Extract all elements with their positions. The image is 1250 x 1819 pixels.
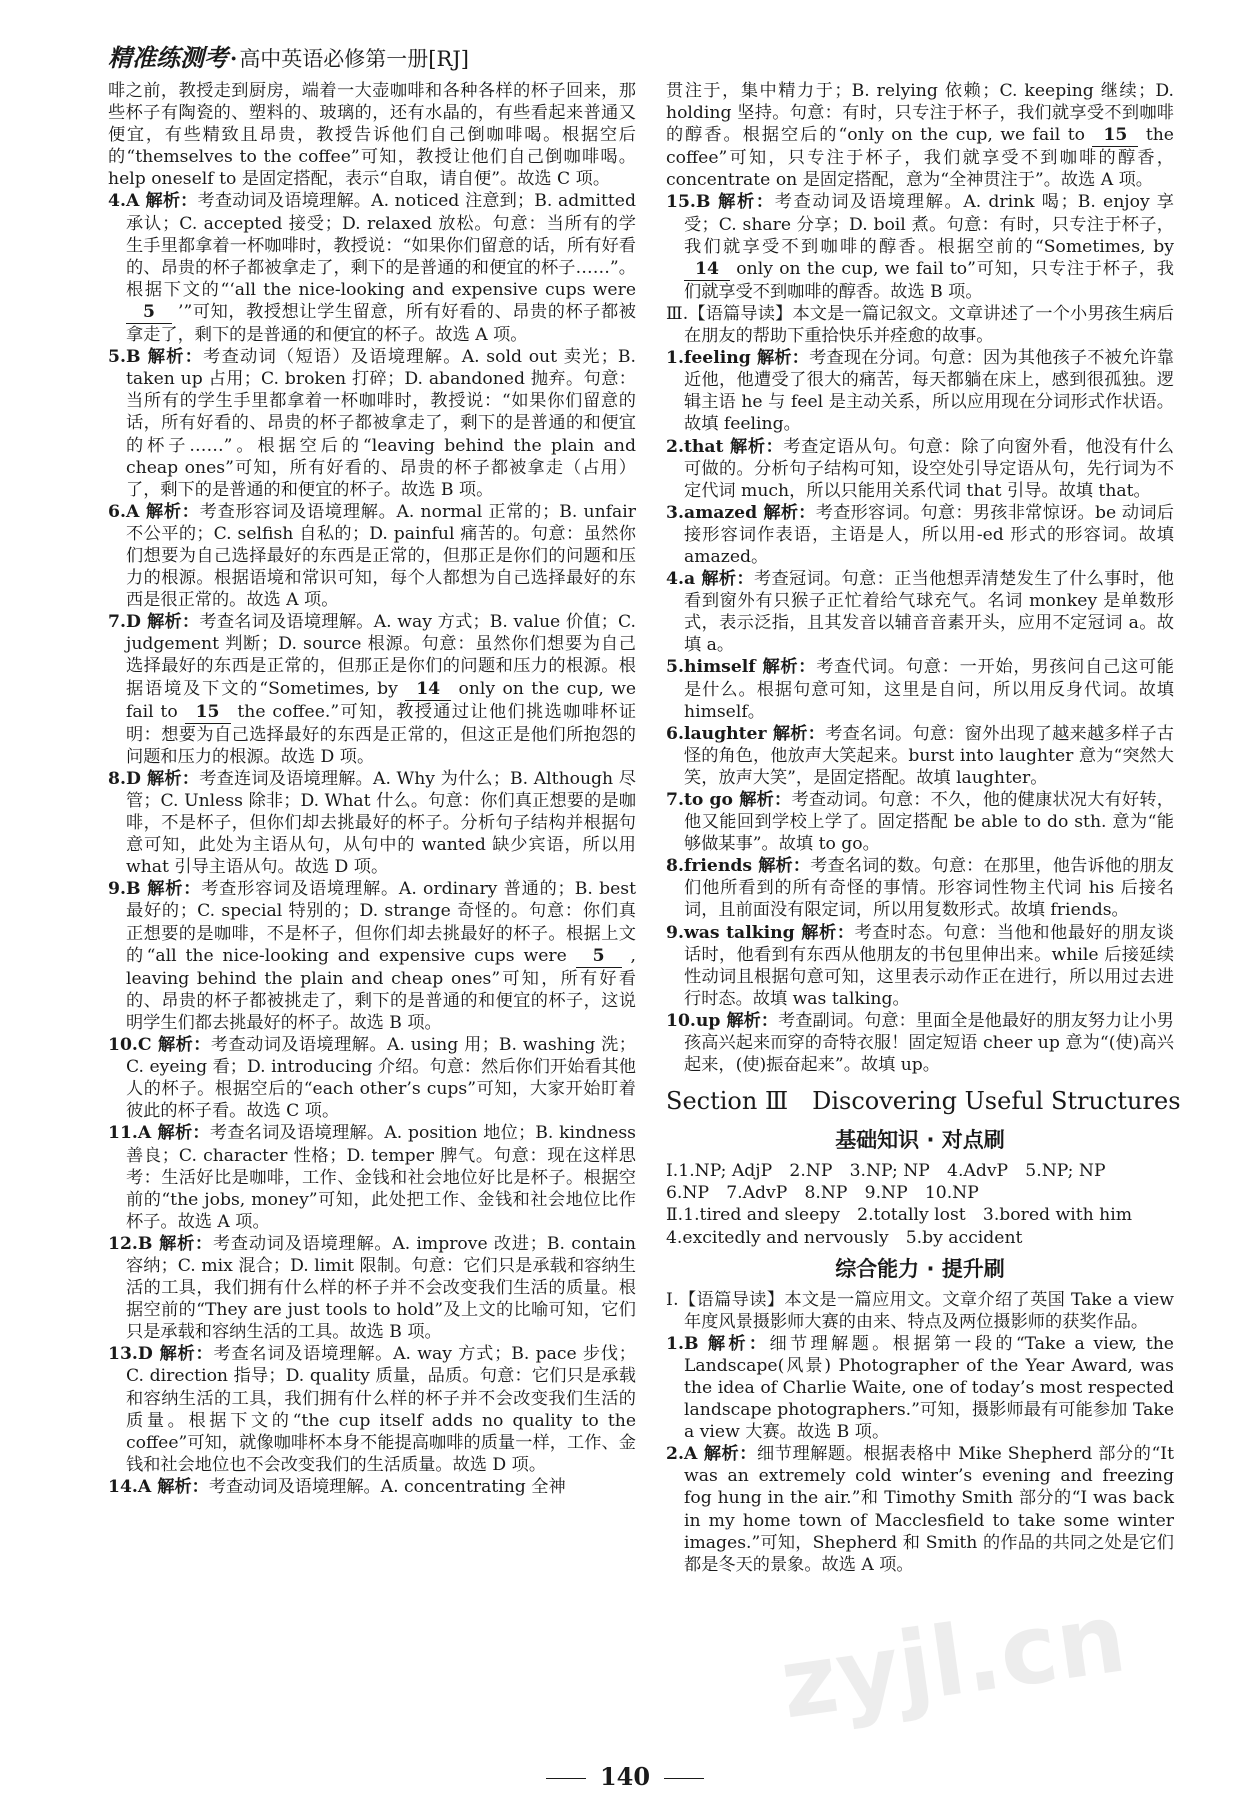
answer-item: [108, 190, 636, 346]
analysis-label: 解析：: [157, 1476, 209, 1497]
subsection-basic: 基础知识 · 对点刷: [835, 1128, 1005, 1153]
answer-item: [108, 346, 636, 501]
answer-row: Ⅱ.1.tired and sleepy 2.totally lost 3.bored with him: [666, 1205, 1132, 1226]
answer-key: 12.B: [108, 1233, 153, 1254]
analysis-text: 考查名词及语境理解。A. position 地位；B. kindness 善良；C. character 性格；D. temper 脾气。句意：现在这样思考：生活好比是咖啡，工作、金钱和社会地位好比是杯子。根据空前的“the jobs, money”可知，此处把工作、金钱和社会地位比作杯子。故选 A 项。: [126, 1123, 636, 1232]
analysis-label: 解析：: [703, 1444, 758, 1465]
analysis-label: 解析：: [758, 856, 811, 877]
answer-item: [666, 656, 1174, 722]
analysis-text: only on the cup, we fail to: [126, 678, 637, 722]
answer-item: [666, 191, 1174, 302]
answer-item: [666, 723, 1174, 789]
blank-ref: 5: [126, 301, 172, 324]
subsection-advanced: 综合能力 · 提升刷: [835, 1256, 1005, 1281]
continued-paragraph: 贯注于，集中精力于；B. relying 依赖；C. keeping 继续；D. holding 坚持。句意：有时，只专注于杯子，我们就享受不到咖啡的醇香。根据空后的“only on the cup, we fail to 15 the coffee”可知，只专注于杯子，我们就享受不到咖啡的醇香，concentrate on 是固定搭配，意为“全神贯注于”。故选 A 项。: [666, 81, 1174, 191]
answer-item: [108, 1122, 636, 1232]
analysis-text: , leaving behind the plain and cheap ones”可知，所有好看的、昂贵的杯子都被挑走了，剩下的是普通的和便宜的杯子，这说明学生们都去挑最好的杯子。故选 B 项。: [126, 945, 636, 1033]
blank-ref: 15: [185, 701, 231, 724]
analysis-label: 解析：: [157, 1123, 210, 1144]
answer-item: [666, 789, 1174, 855]
analysis-text: 考查动词及语境理解。A. using 用；B. washing 洗；C. eyeing 看；D. introducing 介绍。句意：然后你们开始看其他人的杯子。根据空后的“each other’s cups”可知，大家开始盯着彼此的杯子看。故选 C 项。: [126, 1035, 636, 1122]
analysis-text: 考查动词。句意：不久，他的健康状况大有好转，他又能回到学校上学了。固定搭配 be able to do sth. 意为“能够做某事”。故填 to go。: [684, 790, 1174, 855]
analysis-label: 解析：: [158, 1233, 213, 1254]
answer-key: 5.B: [108, 347, 141, 368]
analysis-text: 考查时态。句意：当他和他最好的朋友谈话时，他看到有东西从他朋友的书包里伸出来。while 后接延续性动词且根据句意可知，这里表示动作正在进行，所以用过去进行时态。故填 was talking。: [684, 922, 1174, 1009]
watermark: zyjl.cn: [773, 1581, 1133, 1741]
left-column: [108, 80, 636, 1498]
right-column: [666, 80, 1181, 1576]
answer-item: [666, 502, 1174, 568]
blank-ref: 14: [405, 678, 451, 701]
analysis-text: 考查形容词及语境理解。A. normal 正常的；B. unfair 不公平的；C. selfish 自私的；D. painful 痛苦的。句意：虽然你们想要为自己选择最好的东西是正常的，但那正是你们的问题和压力的根源。根据语境和常识可知，每个人都想为自己选择最好的东西是很正常的。故选 A 项。: [126, 501, 636, 611]
answer-key: 5.himself: [666, 657, 756, 678]
analysis-label: 解析：: [716, 192, 775, 213]
answer-key: 6.laughter: [666, 723, 767, 744]
answer-item: [108, 1034, 636, 1122]
answer-item: [666, 568, 1174, 656]
answer-item: [666, 1443, 1174, 1576]
analysis-text: 考查形容词及语境理解。A. ordinary 普通的；B. best 最好的；C. special 特别的；D. strange 奇怪的。句意：你们真正想要的是咖啡，不是杯子，但你们却去挑最好的杯子。根据上文的“all the nice-looking and expensive cups were: [126, 879, 636, 966]
section-title: Section Ⅲ Discovering Useful Structures: [666, 1087, 1181, 1116]
page-header: [108, 38, 1168, 78]
answer-key: 9.was talking: [666, 922, 795, 943]
analysis-text: only on the cup, we fail to”可知，只专注于杯子，我们就享受不到咖啡的醇香。故选 B 项。: [684, 258, 1174, 302]
answer-key: 15.B: [666, 192, 711, 213]
answer-key: 1.feeling: [666, 348, 751, 369]
answer-item: [666, 1333, 1174, 1443]
answer-item: [108, 1233, 636, 1343]
answer-key: 2.that: [666, 436, 724, 457]
answer-item: [666, 922, 1174, 1010]
answer-item: [666, 347, 1174, 435]
answer-item: [108, 1476, 636, 1498]
answer-item: [108, 611, 636, 768]
analysis-text: 考查连词及语境理解。A. Why 为什么；B. Although 尽管；C. Unless 除非；D. What 什么。句意：你们真正想要的是咖啡，不是杯子，但你们却去挑最好的杯子。分析句子结构并根据句意可知，此处为主语从句，从句中的 wanted 缺少宾语，所以用 what 引导主语从句。故选 D 项。: [126, 768, 636, 878]
analysis-label: 解析：: [729, 436, 784, 457]
final-intro: Ⅰ.【语篇导读】本文是一篇应用文。文章介绍了英国 Take a view 年度风景摄影师大赛的由来、特点及两位摄影师的获奖作品。: [666, 1289, 1174, 1332]
answer-key: 4.A: [108, 191, 140, 212]
analysis-label: 解析：: [146, 612, 200, 633]
analysis-text: 考查动词及语境理解。A. concentrating 全神: [208, 1476, 566, 1497]
answer-item: [666, 436, 1174, 502]
answer-item: [108, 878, 636, 1034]
analysis-label: 解析：: [146, 879, 202, 900]
answer-key: 7.D: [108, 612, 141, 633]
answer-item: [666, 1010, 1174, 1076]
answer-key: 8.friends: [666, 856, 753, 877]
analysis-text: 考查现在分词。句意：因为其他孩子不被允许靠近他，他遭受了很大的痛苦，每天都躺在床上，感到很孤独。逻辑主语 he 与 feel 是主动关系，所以应用现在分词形式作状语。故填 feeling。: [684, 348, 1174, 435]
analysis-label: 解析：: [739, 790, 792, 810]
answer-key: 3.amazed: [666, 502, 758, 523]
answer-key: 6.A: [108, 501, 140, 522]
analysis-text: 考查名词。句意：窗外出现了越来越多样子古怪的角色，他放声大笑起来。burst into laughter 意为“突然大笑，放声大笑”，是固定搭配。故填 laughter。: [684, 723, 1174, 788]
analysis-text: 考查代词。句意：一开始，男孩问自己这可能是什么。根据句意可知，这里是自问，所以用反身代词。故填 himself。: [684, 657, 1174, 722]
answer-item: [666, 855, 1174, 921]
blank-ref: 14: [684, 258, 730, 281]
analysis-text: 考查形容词。句意：男孩非常惊讶。be 动词后接形容词作表语，主语是人，所以用-ed 形式的形容词。故填 amazed。: [684, 502, 1174, 567]
analysis-text: 考查名词及语境理解。A. way 方式；B. value 价值；C. judgement 判断；D. source 根源。句意：虽然你们想要为自己选择最好的东西是正常的，但那正是你们的问题和压力的根源。根据语境及下文的“Sometimes, by: [126, 612, 636, 699]
book-title: 高中英语必修第一册[RJ]: [239, 47, 469, 71]
analysis-text: 考查副词。句意：里面全是他最好的朋友努力让小男孩高兴起来而穿的奇特衣服！固定短语 cheer up 意为“(使)高兴起来，(使)振奋起来”。故填 up。: [684, 1010, 1174, 1076]
answer-key: 8.D: [108, 768, 141, 789]
analysis-label: 解析：: [701, 569, 754, 590]
analysis-text: ’”可知，教授想让学生留意，所有好看的、昂贵的杯子都被拿走了，剩下的是普通的和便宜的杯子。故选 A 项。: [126, 301, 636, 346]
analysis-label: 解析：: [157, 1035, 211, 1056]
analysis-label: 解析：: [146, 768, 200, 789]
answer-item: [108, 1343, 636, 1476]
analysis-text: 考查名词的数。句意：在那里，他告诉他的朋友们他所看到的所有奇怪的事情。形容词性物主代词 his 后接名词，且前面没有限定词，所以用复数形式。故填 friends。: [684, 856, 1174, 921]
analysis-label: 解析：: [772, 723, 826, 744]
analysis-label: 解析：: [726, 1010, 779, 1031]
analysis-label: 解析：: [763, 502, 816, 523]
answer-item: [108, 501, 636, 611]
analysis-label: 解析：: [756, 348, 810, 369]
analysis-text: the coffee.”可知，教授通过让他们挑选咖啡杯证明：想要为自己选择最好的东西是正常的，但这正是他们所抱怨的问题和压力的根源。故选 D 项。: [126, 701, 637, 767]
answer-key: 4.a: [666, 569, 696, 590]
analysis-label: 解析：: [146, 347, 204, 368]
analysis-text: 考查动词及语境理解。A. noticed 注意到；B. admitted 承认；C. accepted 接受；D. relaxed 放松。句意：当所有的学生手里都拿着一杯咖啡时，教授说：“如果你们留意的话，所有好看的、昂贵的杯子都被拿走了，剩下的是普通的和便宜的杯子……”。根据下文的“‘all the nice-looking and expensive cups were: [126, 191, 636, 300]
answer-key: 11.A: [108, 1123, 152, 1144]
analysis-text: 考查定语从句。句意：除了向窗外看，他没有什么可做的。分析句子结构可知，设空处引导定语从句，先行词为不定代词 much，所以只能用关系代词 that 引导。故填 that。: [684, 436, 1174, 501]
analysis-text: 考查动词（短语）及语境理解。A. sold out 卖光；B. taken up 占用；C. broken 打碎；D. abandoned 抛弃。句意：当所有的学生手里都拿着一杯咖啡时，教授说：“如果你们留意的话，所有好看的、昂贵的杯子都被拿走了，剩下的是普通的和便宜的杯子……”。根据空后的“leaving behind the plain and cheap ones”可知，所有好看的、昂贵的杯子都被拿走（占用）了，剩下的是普通的和便宜的杯子。故选 B 项。: [126, 347, 636, 500]
section-intro: Ⅲ.【语篇导读】本文是一篇记叙文。文章讲述了一个小男孩生病后在朋友的帮助下重拾快乐并痊愈的故事。: [666, 303, 1174, 347]
analysis-text: 考查名词及语境理解。A. way 方式；B. pace 步伐；C. direction 指导；D. quality 质量，品质。句意：它们只是承载和容纳生活的工具，我们拥有什么样的杯子并不会改变我们生活的质量。根据下文的“the cup itself adds no quality to the coffee”可知，就像咖啡杯本身不能提高咖啡的质量一样，工作、金钱和社会地位也不会改变我们的生活质量。故选 D 项。: [126, 1344, 636, 1475]
answer-key: 10.up: [666, 1010, 721, 1031]
answer-key: 2.A: [666, 1444, 698, 1465]
analysis-text: 考查动词及语境理解。A. drink 喝；B. enjoy 享受；C. share 分享；D. boil 煮。句意：有时，只专注于杯子，我们就享受不到咖啡的醇香。根据空前的“Sometimes, by: [684, 192, 1174, 257]
analysis-text: 考查动词及语境理解。A. improve 改进；B. contain 容纳；C. mix 混合；D. limit 限制。句意：它们只是承载和容纳生活的工具，我们拥有什么样的杯子并不会改变我们生活的质量。根据空前的“They are just tools to hold”及上文的比喻可知，它们只是承载和容纳生活的工具。故选 B 项。: [126, 1233, 636, 1343]
answer-row: 6.NP 7.AdvP 8.NP 9.NP 10.NP: [666, 1183, 979, 1204]
analysis-label: 解析：: [761, 657, 817, 678]
blank-ref: 5: [576, 945, 622, 968]
analysis-label: 解析：: [704, 1333, 770, 1354]
page-number: 140: [0, 1762, 1250, 1791]
answer-row: 4.excitedly and nervously 5.by accident: [666, 1227, 1023, 1248]
answer-key: 14.A: [108, 1476, 152, 1497]
answer-key: 9.B: [108, 879, 141, 900]
answer-key: 1.B: [666, 1333, 699, 1354]
intro-paragraph: 啡之前，教授走到厨房，端着一大壶咖啡和各种各样的杯子回来，那些杯子有陶瓷的、塑料的、玻璃的，还有水晶的，有些看起来普通又便宜，有些精致且昂贵，教授告诉他们自己倒咖啡喝。根据空后的“themselves to the coffee”可知，教授让他们自己倒咖啡喝。help oneself to 是固定搭配，表示“自取，请自便”。故选 C 项。: [108, 81, 636, 190]
analysis-label: 解析：: [800, 922, 855, 943]
answer-item: [108, 768, 636, 878]
header-separator: ·: [230, 46, 238, 71]
answer-row: Ⅰ.1.NP; AdjP 2.NP 3.NP; NP 4.AdvP 5.NP; NP: [666, 1161, 1106, 1182]
analysis-text: 细节理解题。根据第一段的“Take a view, the Landscape(风景) Photographer of the Year Award, was the idea of Charlie Waite, one of today’s most respected landscape photographers.”可知，摄影师最有可能参加 Take a view 大赛。故选 B 项。: [684, 1333, 1174, 1443]
analysis-text: 细节理解题。根据表格中 Mike Shepherd 部分的“It was an extremely cold winter’s evening and freezing fog hung in the air.”和 Timothy Smith 部分的“I was back in my home town of Macclesfield to take some winter images.”可知，Shepherd 和 Smith 的作品的共同之处是它们都是冬天的景象。故选 A 项。: [684, 1444, 1174, 1575]
analysis-label: 解析：: [145, 501, 200, 522]
analysis-text: 考查冠词。句意：正当他想弄清楚发生了什么事时，他看到窗外有只猴子正忙着给气球充气。名词 monkey 是单数形式，表示泛指，且其发音以辅音音素开头，应用不定冠词 a。故填 a。: [684, 569, 1174, 656]
analysis-label: 解析：: [158, 1344, 214, 1365]
answer-key: 13.D: [108, 1344, 153, 1365]
answer-key: 10.C: [108, 1035, 152, 1056]
series-title: 精准练测考: [108, 43, 228, 72]
analysis-label: 解析：: [145, 191, 198, 212]
answer-key: 7.to go: [666, 790, 734, 810]
